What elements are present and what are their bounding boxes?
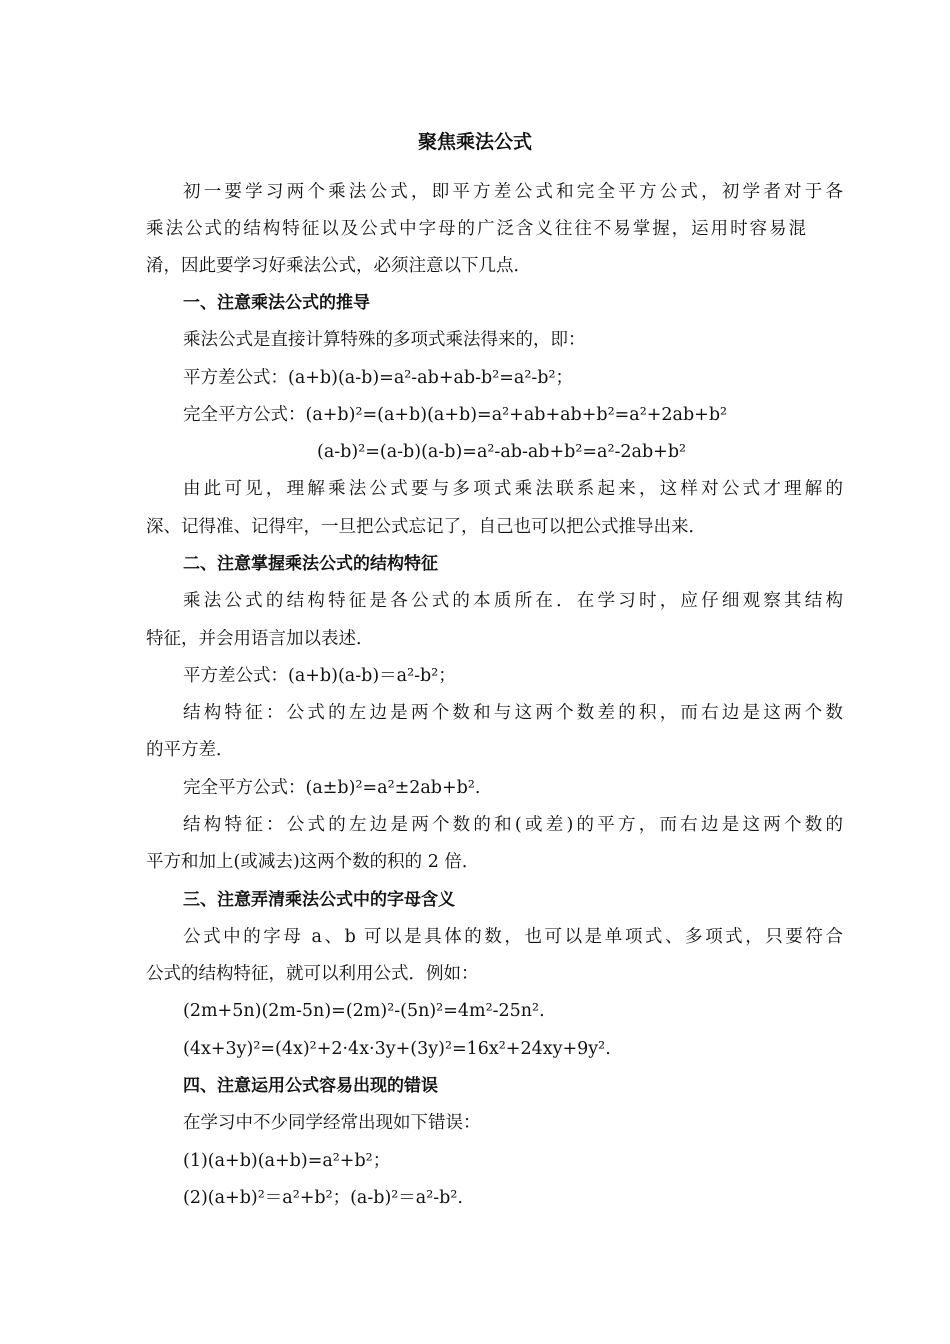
section2-formula-1: 平方差公式：(a+b)(a-b)＝a²-b²； <box>183 666 456 686</box>
section2-formula-2: 完全平方公式：(a±b)²=a²±2ab+b². <box>183 778 481 798</box>
formula-perfect-square-plus: 完全平方公式：(a+b)²=(a+b)(a+b)=a²+ab+ab+b²=a²+2ab+b² <box>183 405 728 425</box>
example-2: (4x+3y)²=(4x)²+2·4x·3y+(3y)²=16x²+24xy+9y². <box>183 1039 611 1059</box>
formula-perfect-square-minus: (a-b)²=(a-b)(a-b)=a²-ab-ab+b²=a²-2ab+b² <box>317 442 687 462</box>
section3-para-line-1: 公式中的字母 a、b 可以是具体的数，也可以是单项式、多项式，只要符合 <box>183 927 843 947</box>
section-heading-2: 二、注意掌握乘法公式的结构特征 <box>183 554 438 574</box>
intro-line-1: 初一要学习两个乘法公式，即平方差公式和完全平方公式，初学者对于各 <box>183 182 843 202</box>
section1-para-line-1: 由此可见，理解乘法公式要与多项式乘法联系起来，这样对公式才理解的 <box>183 479 843 499</box>
error-example-1: (1)(a+b)(a+b)=a²+b²； <box>183 1151 391 1171</box>
section2-desc2-line-1: 结构特征：公式的左边是两个数的和(或差)的平方，而右边是这两个数的 <box>183 815 843 835</box>
intro-line-2: 乘法公式的结构特征以及公式中字母的广泛含义往往不易掌握，运用时容易混 <box>146 219 806 239</box>
section-heading-3: 三、注意弄清乘法公式中的字母含义 <box>183 890 455 910</box>
intro-line-3: 淆，因此要学习好乘法公式，必须注意以下几点． <box>146 256 531 276</box>
section2-desc1-line-1: 结构特征：公式的左边是两个数和与这两个数差的积，而右边是这两个数 <box>183 703 843 723</box>
section-heading-1: 一、注意乘法公式的推导 <box>183 293 370 313</box>
section4-intro: 在学习中不少同学经常出现如下错误： <box>183 1113 481 1133</box>
section1-para-line-2: 深、记得准、记得牢，一旦把公式忘记了，自己也可以把公式推导出来． <box>146 517 706 537</box>
section2-para-line-1: 乘法公式的结构特征是各公式的本质所在．在学习时，应仔细观察其结构 <box>183 591 843 611</box>
section-heading-4: 四、注意运用公式容易出现的错误 <box>183 1076 438 1096</box>
error-example-2: (2)(a+b)²＝a²+b²；(a-b)²＝a²-b². <box>183 1188 463 1208</box>
section1-intro: 乘法公式是直接计算特殊的多项式乘法得来的，即： <box>183 330 586 350</box>
formula-difference-of-squares: 平方差公式：(a+b)(a-b)=a²-ab+ab-b²=a²-b²； <box>183 368 573 388</box>
page-title: 聚焦乘法公式 <box>417 131 532 153</box>
section2-para-line-2: 特征，并会用语言加以表述． <box>146 629 374 649</box>
section2-desc2-line-2: 平方和加上(或减去)这两个数的积的 2 倍． <box>146 852 480 872</box>
example-1: (2m+5n)(2m-5n)=(2m)²-(5n)²=4m²-25n². <box>183 1001 545 1021</box>
section2-desc1-line-2: 的平方差． <box>146 740 234 760</box>
section3-para-line-2: 公式的结构特征，就可以利用公式．例如： <box>146 964 479 984</box>
